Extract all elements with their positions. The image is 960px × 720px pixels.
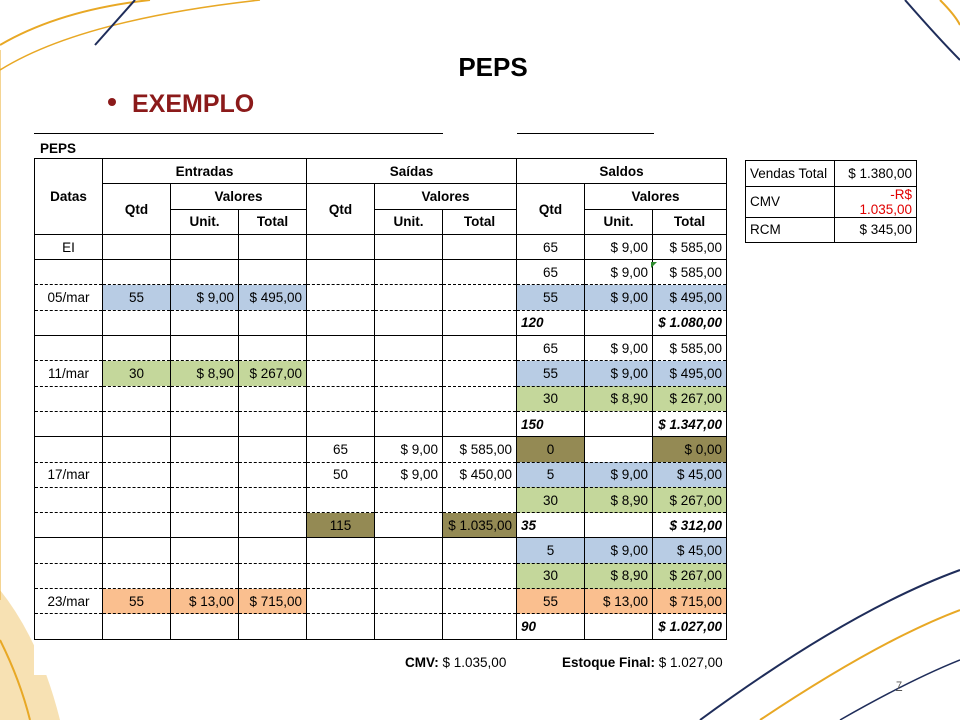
table-cell-b-total: $ 267,00 <box>653 563 727 588</box>
table-cell-s-unit <box>375 563 443 588</box>
summary-row <box>746 186 917 217</box>
table-cell-e-unit <box>171 411 239 436</box>
table-cell-data: 17/mar <box>35 462 103 487</box>
summary-value: -R$ 1.035,00 <box>835 186 917 217</box>
table-row <box>35 513 727 538</box>
table-cell-b-qtd: 5 <box>517 462 585 487</box>
table-cell-e-total <box>239 386 307 411</box>
table-cell-data: 11/mar <box>35 361 103 386</box>
summary-value: $ 1.380,00 <box>835 161 917 187</box>
table-cell-b-unit: $ 13,00 <box>585 589 653 614</box>
summary-label: CMV <box>746 186 835 217</box>
table-cell-b-total: $ 495,00 <box>653 285 727 310</box>
table-row <box>35 260 727 285</box>
table-row <box>35 234 727 259</box>
table-row <box>35 563 727 588</box>
table-cell-s-unit <box>375 614 443 639</box>
table-cell-e-qtd <box>103 234 171 259</box>
table-cell-s-qtd <box>307 614 375 639</box>
table-cell-s-qtd <box>307 563 375 588</box>
footer-estoque-label: Estoque Final: <box>562 655 656 670</box>
table-cell-s-total <box>443 563 517 588</box>
table-cell-b-total: $ 585,00 <box>653 260 727 285</box>
table-cell-e-unit: $ 9,00 <box>171 285 239 310</box>
header-entradas-qtd: Qtd <box>103 184 171 235</box>
table-cell-data <box>35 386 103 411</box>
table-cell-b-total: $ 495,00 <box>653 361 727 386</box>
table-cell-s-total <box>443 310 517 335</box>
table-cell-data <box>35 336 103 361</box>
table-cell-b-total: $ 45,00 <box>653 538 727 563</box>
summary-table <box>745 160 917 243</box>
summary-label: RCM <box>746 217 835 243</box>
page-number: 7 <box>896 680 903 692</box>
table-cell-data <box>35 513 103 538</box>
table-cell-s-qtd: 65 <box>307 437 375 462</box>
table-cell-b-unit: $ 9,00 <box>585 361 653 386</box>
header-saldos: Saldos <box>517 159 727 184</box>
table-cell-b-unit <box>585 310 653 335</box>
header-entradas-total: Total <box>239 209 307 234</box>
table-cell-data <box>35 614 103 639</box>
slide-title: PEPS <box>458 52 528 82</box>
table-cell-e-qtd <box>103 513 171 538</box>
table-cell-e-total <box>239 260 307 285</box>
divider-right <box>517 133 654 134</box>
table-cell-e-qtd <box>103 411 171 436</box>
table-cell-data <box>35 538 103 563</box>
table-cell-s-unit <box>375 285 443 310</box>
table-row <box>35 336 727 361</box>
table-cell-e-qtd: 30 <box>103 361 171 386</box>
table-cell-s-unit: $ 9,00 <box>375 437 443 462</box>
table-cell-s-total: $ 1.035,00 <box>443 513 517 538</box>
table-cell-s-qtd <box>307 386 375 411</box>
table-cell-b-total: $ 715,00 <box>653 589 727 614</box>
table-row <box>35 614 727 639</box>
table-cell-e-unit <box>171 260 239 285</box>
header-entradas: Entradas <box>103 159 307 184</box>
footer-cmv-value: $ 1.035,00 <box>442 655 507 670</box>
table-cell-b-unit: $ 9,00 <box>585 260 653 285</box>
cell-comment-marker-icon <box>651 262 657 268</box>
table-cell-s-unit <box>375 487 443 512</box>
table-cell-b-qtd: 30 <box>517 386 585 411</box>
table-cell-b-qtd: 65 <box>517 260 585 285</box>
footer-estoque-value: $ 1.027,00 <box>658 655 723 670</box>
table-cell-e-total <box>239 411 307 436</box>
table-cell-s-unit <box>375 513 443 538</box>
header-saidas-unit: Unit. <box>375 209 443 234</box>
table-cell-e-total <box>239 538 307 563</box>
footer-cmv <box>405 655 506 670</box>
table-cell-e-qtd <box>103 487 171 512</box>
table-cell-e-qtd: 55 <box>103 285 171 310</box>
table-cell-s-qtd <box>307 336 375 361</box>
table-cell-s-qtd: 115 <box>307 513 375 538</box>
table-cell-b-total: $ 585,00 <box>653 234 727 259</box>
table-cell-b-unit: $ 8,90 <box>585 487 653 512</box>
table-cell-b-total: $ 1.027,00 <box>653 614 727 639</box>
table-cell-b-unit <box>585 437 653 462</box>
table-cell-e-total <box>239 513 307 538</box>
table-cell-b-total: $ 267,00 <box>653 487 727 512</box>
table-cell-e-unit <box>171 513 239 538</box>
table-cell-e-total <box>239 487 307 512</box>
table-cell-e-qtd <box>103 462 171 487</box>
table-cell-e-unit <box>171 614 239 639</box>
peps-table-body <box>35 234 727 639</box>
table-cell-e-qtd <box>103 563 171 588</box>
table-cell-e-unit <box>171 336 239 361</box>
summary-row <box>746 217 917 243</box>
table-cell-b-qtd: 0 <box>517 437 585 462</box>
table-cell-b-total: $ 267,00 <box>653 386 727 411</box>
header-datas: Datas <box>35 159 103 235</box>
table-row <box>35 462 727 487</box>
footer-estoque <box>562 655 723 670</box>
table-cell-data: 05/mar <box>35 285 103 310</box>
header-entradas-valores: Valores <box>171 184 307 209</box>
table-cell-data <box>35 487 103 512</box>
header-saldos-valores: Valores <box>585 184 727 209</box>
table-row <box>35 285 727 310</box>
table-cell-s-qtd <box>307 589 375 614</box>
table-cell-b-qtd: 65 <box>517 234 585 259</box>
header-entradas-unit: Unit. <box>171 209 239 234</box>
table-cell-b-qtd: 90 <box>517 614 585 639</box>
table-cell-e-total <box>239 563 307 588</box>
table-cell-b-qtd: 30 <box>517 487 585 512</box>
table-cell-b-unit: $ 9,00 <box>585 336 653 361</box>
table-cell-data <box>35 411 103 436</box>
table-cell-e-qtd: 55 <box>103 589 171 614</box>
table-cell-s-total <box>443 538 517 563</box>
table-cell-b-total: $ 312,00 <box>653 513 727 538</box>
table-cell-b-total: $ 45,00 <box>653 462 727 487</box>
table-cell-b-qtd: 150 <box>517 411 585 436</box>
table-row <box>35 487 727 512</box>
table-cell-b-qtd: 55 <box>517 361 585 386</box>
table-cell-e-unit: $ 13,00 <box>171 589 239 614</box>
header-saldos-qtd: Qtd <box>517 184 585 235</box>
table-cell-s-unit <box>375 260 443 285</box>
table-cell-s-total <box>443 411 517 436</box>
table-cell-s-qtd <box>307 310 375 335</box>
table-cell-s-unit <box>375 411 443 436</box>
table-cell-e-total <box>239 437 307 462</box>
table-cell-s-qtd <box>307 538 375 563</box>
table-cell-b-total: $ 585,00 <box>653 336 727 361</box>
table-cell-s-total: $ 450,00 <box>443 462 517 487</box>
table-cell-data <box>35 437 103 462</box>
table-cell-e-qtd <box>103 336 171 361</box>
table-cell-e-unit <box>171 437 239 462</box>
table-row <box>35 538 727 563</box>
table-cell-s-unit <box>375 386 443 411</box>
table-cell-b-unit: $ 9,00 <box>585 285 653 310</box>
table-cell-s-unit <box>375 589 443 614</box>
table-cell-s-unit <box>375 361 443 386</box>
table-cell-b-total: $ 0,00 <box>653 437 727 462</box>
footer-cmv-label: CMV: <box>405 655 439 670</box>
table-cell-e-qtd <box>103 386 171 411</box>
header-saidas-qtd: Qtd <box>307 184 375 235</box>
table-cell-e-total: $ 495,00 <box>239 285 307 310</box>
peps-table <box>34 158 727 640</box>
table-cell-e-unit <box>171 487 239 512</box>
table-cell-e-total <box>239 310 307 335</box>
table-row <box>35 386 727 411</box>
table-cell-e-unit <box>171 538 239 563</box>
table-cell-s-total <box>443 336 517 361</box>
table-cell-s-total <box>443 285 517 310</box>
table-cell-e-unit <box>171 310 239 335</box>
table-cell-s-total <box>443 487 517 512</box>
table-cell-b-unit: $ 8,90 <box>585 386 653 411</box>
table-cell-b-unit: $ 8,90 <box>585 563 653 588</box>
table-cell-s-total <box>443 386 517 411</box>
table-cell-e-total: $ 715,00 <box>239 589 307 614</box>
table-cell-s-unit <box>375 234 443 259</box>
table-cell-b-unit: $ 9,00 <box>585 462 653 487</box>
table-cell-data <box>35 310 103 335</box>
table-cell-data <box>35 563 103 588</box>
table-cell-s-qtd <box>307 361 375 386</box>
table-cell-b-unit <box>585 411 653 436</box>
header-saidas-total: Total <box>443 209 517 234</box>
table-cell-s-unit <box>375 310 443 335</box>
header-saldos-total: Total <box>653 209 727 234</box>
table-cell-s-qtd: 50 <box>307 462 375 487</box>
table-cell-data <box>35 260 103 285</box>
table-cell-s-qtd <box>307 260 375 285</box>
table-cell-s-qtd <box>307 487 375 512</box>
table-cell-e-qtd <box>103 614 171 639</box>
table-row <box>35 361 727 386</box>
table-cell-e-unit <box>171 386 239 411</box>
table-cell-b-total: $ 1.347,00 <box>653 411 727 436</box>
table-row <box>35 589 727 614</box>
summary-value: $ 345,00 <box>835 217 917 243</box>
table-row <box>35 437 727 462</box>
table-cell-b-qtd: 5 <box>517 538 585 563</box>
table-row <box>35 310 727 335</box>
header-saidas: Saídas <box>307 159 517 184</box>
table-cell-b-qtd: 35 <box>517 513 585 538</box>
header-saldos-unit: Unit. <box>585 209 653 234</box>
summary-label: Vendas Total <box>746 161 835 187</box>
table-cell-b-qtd: 55 <box>517 285 585 310</box>
table-cell-s-qtd <box>307 285 375 310</box>
table-cell-b-qtd: 65 <box>517 336 585 361</box>
table-cell-b-unit <box>585 614 653 639</box>
table-cell-s-total: $ 585,00 <box>443 437 517 462</box>
table-cell-data: 23/mar <box>35 589 103 614</box>
table-cell-b-total: $ 1.080,00 <box>653 310 727 335</box>
table-cell-e-total <box>239 336 307 361</box>
table-cell-s-total <box>443 614 517 639</box>
table-cell-e-unit <box>171 462 239 487</box>
table-cell-e-total <box>239 234 307 259</box>
table-cell-e-unit <box>171 563 239 588</box>
table-cell-s-qtd <box>307 234 375 259</box>
table-cell-data: EI <box>35 234 103 259</box>
table-cell-s-unit <box>375 538 443 563</box>
table-cell-s-total <box>443 589 517 614</box>
bullet-dot-icon <box>108 98 116 106</box>
table-cell-e-qtd <box>103 538 171 563</box>
table-cell-s-unit <box>375 336 443 361</box>
table-label: PEPS <box>40 141 77 156</box>
table-cell-s-total <box>443 234 517 259</box>
divider-left <box>34 133 443 134</box>
table-cell-b-unit <box>585 513 653 538</box>
table-cell-s-unit: $ 9,00 <box>375 462 443 487</box>
table-row <box>35 411 727 436</box>
table-cell-e-total: $ 267,00 <box>239 361 307 386</box>
header-saidas-valores: Valores <box>375 184 517 209</box>
table-cell-b-unit: $ 9,00 <box>585 538 653 563</box>
table-cell-e-qtd <box>103 437 171 462</box>
table-cell-b-qtd: 55 <box>517 589 585 614</box>
table-cell-e-total <box>239 614 307 639</box>
table-cell-b-qtd: 120 <box>517 310 585 335</box>
table-cell-e-unit <box>171 234 239 259</box>
table-cell-b-qtd: 30 <box>517 563 585 588</box>
bullet-text: EXEMPLO <box>132 90 255 118</box>
table-cell-s-total <box>443 260 517 285</box>
table-cell-b-unit: $ 9,00 <box>585 234 653 259</box>
table-cell-e-unit: $ 8,90 <box>171 361 239 386</box>
table-cell-e-qtd <box>103 310 171 335</box>
table-cell-e-qtd <box>103 260 171 285</box>
table-cell-s-total <box>443 361 517 386</box>
bullet-exemplo <box>108 90 254 119</box>
table-cell-s-qtd <box>307 411 375 436</box>
summary-row <box>746 161 917 187</box>
table-cell-e-total <box>239 462 307 487</box>
